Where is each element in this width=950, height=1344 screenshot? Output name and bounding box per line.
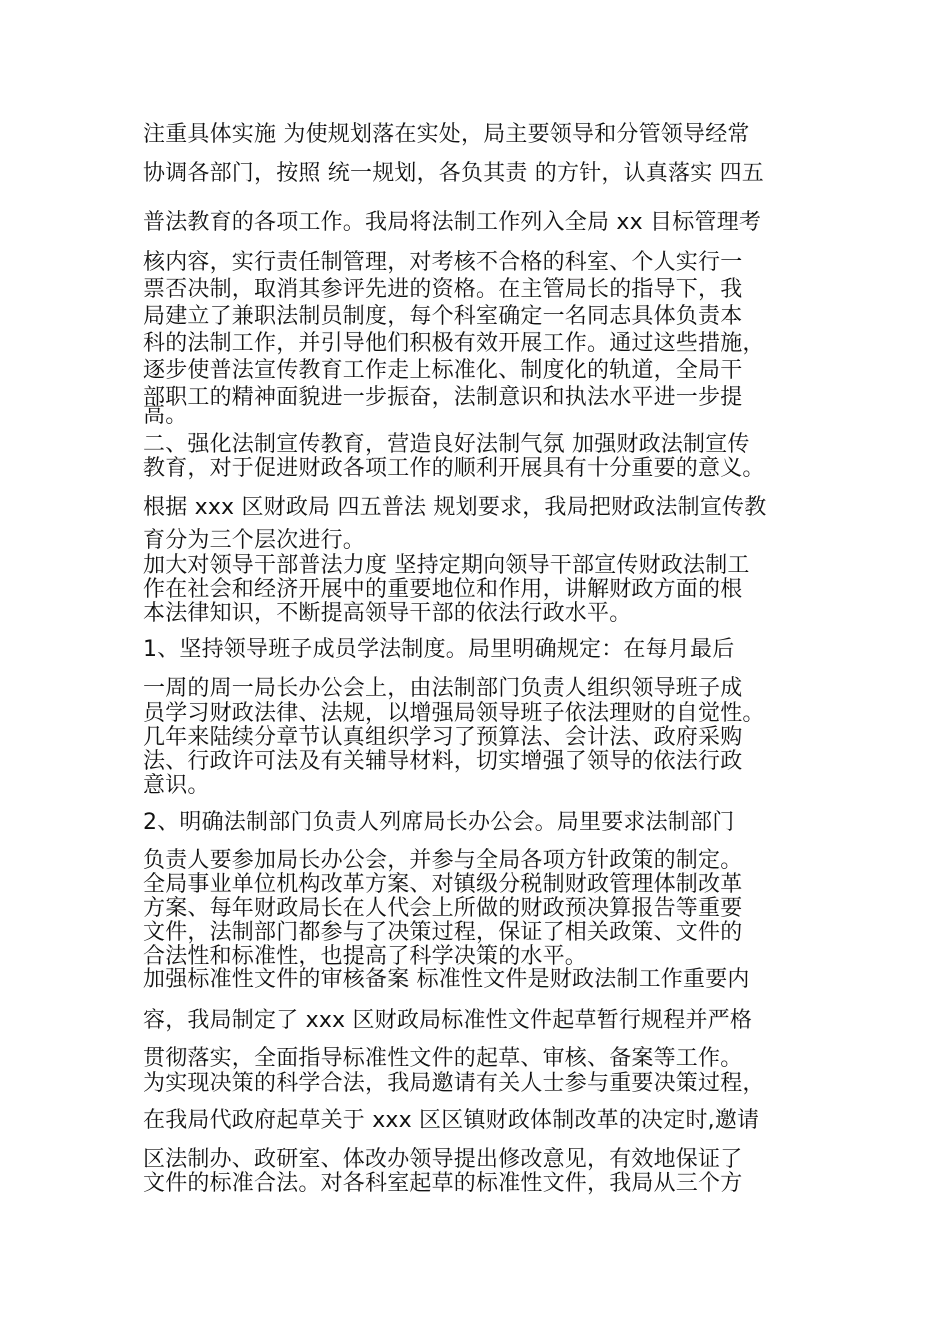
text-line: 作在社会和经济开展中的重要地位和作用，讲解财政方面的根 <box>143 577 743 602</box>
text-line: 法、行政许可法及有关辅导材料，切实增强了领导的依法行政 <box>143 749 743 774</box>
text-line: 1、坚持领导班子成员学法制度。局里明确规定：在每月最后 <box>143 637 735 662</box>
text-line: 普法教育的各项工作。我局将法制工作列入全局 xx 目标管理考 <box>143 210 762 235</box>
text-line: 方案、每年财政局长在人代会上所做的财政预决算报告等重要 <box>143 896 743 921</box>
text-line: 加强标准性文件的审核备案 标准性文件是财政法制工作重要内 <box>143 967 750 992</box>
text-line: 一周的周一局长办公会上，由法制部门负责人组织领导班子成 <box>143 676 743 701</box>
text-line: 负责人要参加局长办公会，并参与全局各项方针政策的制定。 <box>143 848 743 873</box>
text-line: 逐步使普法宣传教育工作走上标准化、制度化的轨道，全局干 <box>143 358 743 383</box>
text-line: 局建立了兼职法制员制度，每个科室确定一名同志具体负责本 <box>143 304 743 329</box>
text-line: 高。 <box>143 403 188 428</box>
text-line: 贯彻落实，全面指导标准性文件的起草、审核、备案等工作。 <box>143 1046 743 1071</box>
text-line: 合法性和标准性，也提高了科学决策的水平。 <box>143 944 588 969</box>
text-line: 员学习财政法律、法规，以增强局领导班子依法理财的自觉性。 <box>143 701 765 726</box>
text-line: 2、明确法制部门负责人列席局长办公会。局里要求法制部门 <box>143 810 735 835</box>
text-line: 核内容，实行责任制管理，对考核不合格的科室、个人实行一 <box>143 250 743 275</box>
text-line: 二、强化法制宣传教育，营造良好法制气氛 加强财政法制宣传 <box>143 432 750 457</box>
text-line: 协调各部门，按照 统一规划，各负其责 的方针，认真落实 四五 <box>143 161 764 186</box>
text-line: 为实现决策的科学合法，我局邀请有关人士参与重要决策过程， <box>143 1071 765 1096</box>
text-line: 部职工的精神面貌进一步振奋，法制意识和执法水平进一步提 <box>143 385 743 410</box>
text-line: 意识。 <box>143 773 210 798</box>
text-line: 文件的标准合法。对各科室起草的标准性文件，我局从三个方 <box>143 1171 743 1196</box>
text-line: 科的法制工作，并引导他们积极有效开展工作。通过这些措施， <box>143 331 765 356</box>
text-line: 票否决制，取消其参评先进的资格。在主管局长的指导下，我 <box>143 277 743 302</box>
text-line: 文件，法制部门都参与了决策过程，保证了相关政策、文件的 <box>143 920 743 945</box>
text-line: 本法律知识，不断提高领导干部的依法行政水平。 <box>143 601 632 626</box>
text-line: 加大对领导干部普法力度 坚持定期向领导干部宣传财政法制工 <box>143 553 750 578</box>
text-line: 育分为三个层次进行。 <box>143 528 366 553</box>
text-line: 全局事业单位机构改革方案、对镇级分税制财政管理体制改革 <box>143 872 743 897</box>
text-line: 几年来陆续分章节认真组织学习了预算法、会计法、政府采购 <box>143 725 743 750</box>
text-line: 教育，对于促进财政各项工作的顺利开展具有十分重要的意义。 <box>143 456 765 481</box>
text-line: 容，我局制定了 xxx 区财政局标准性文件起草暂行规程并严格 <box>143 1008 753 1033</box>
text-line: 在我局代政府起草关于 xxx 区区镇财政体制改革的决定时,邀请 <box>143 1108 760 1133</box>
text-line: 根据 xxx 区财政局 四五普法 规划要求，我局把财政法制宣传教 <box>143 495 767 520</box>
text-line: 区法制办、政研室、体改办领导提出修改意见，有效地保证了 <box>143 1147 743 1172</box>
text-line: 注重具体实施 为使规划落在实处，局主要领导和分管领导经常 <box>143 122 750 147</box>
